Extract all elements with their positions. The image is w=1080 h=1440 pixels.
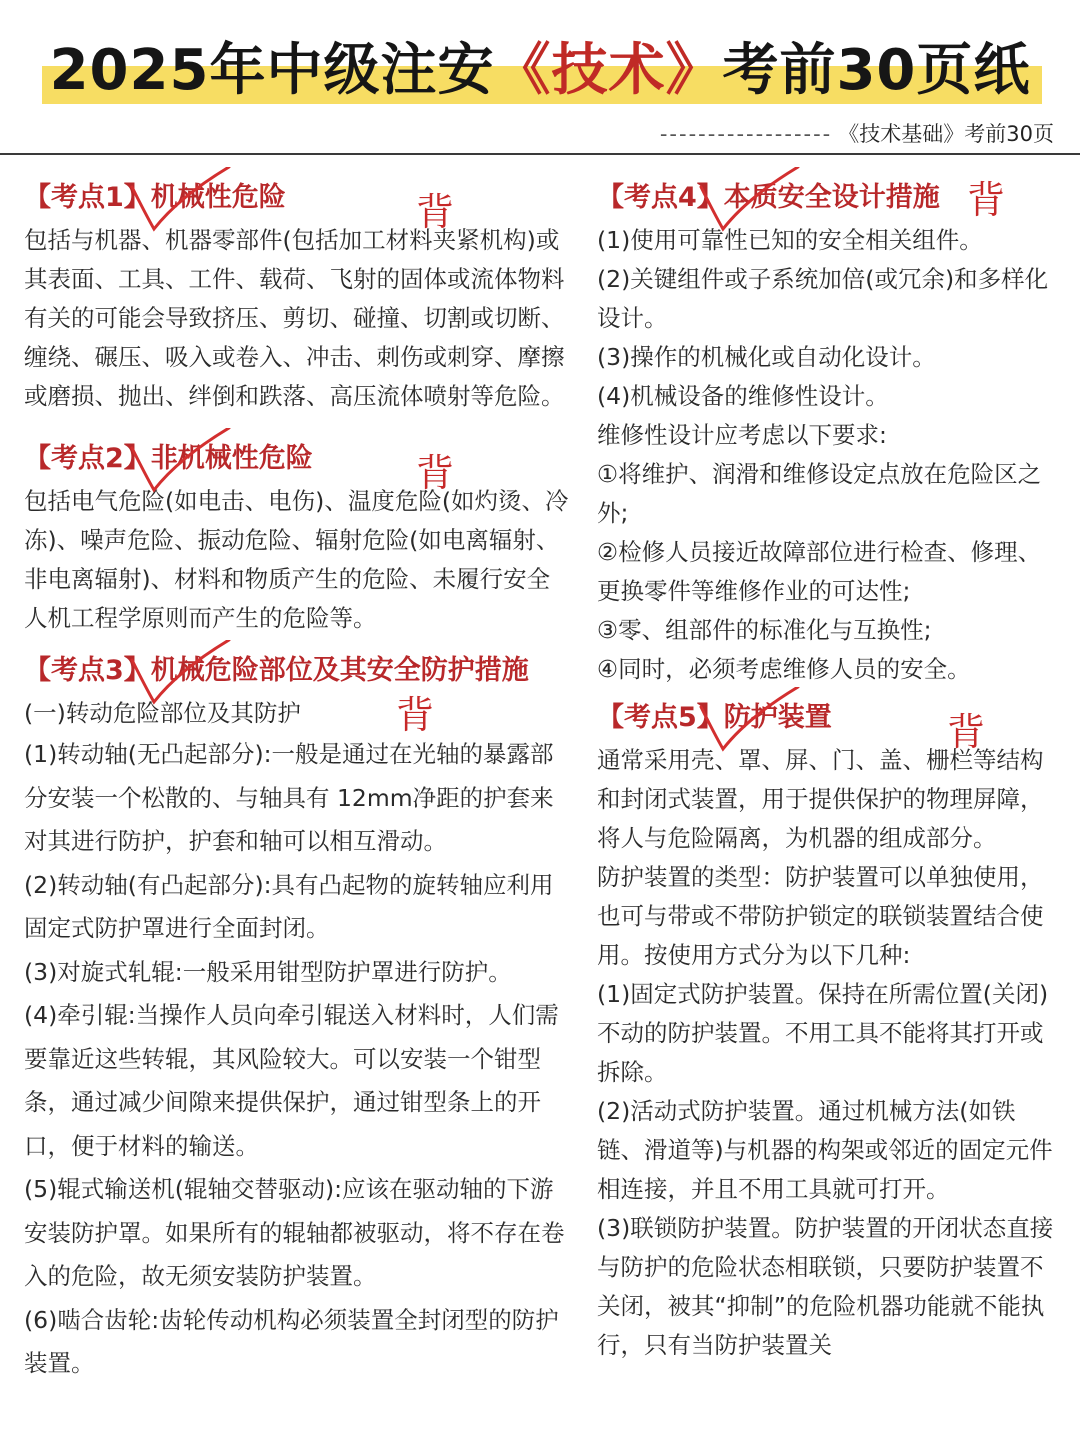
list-item: (3)操作的机械化或自动化设计。: [597, 343, 936, 371]
section-heading: 【考点5】防护装置: [597, 702, 832, 733]
list-item: (2)转动轴(有凸起部分):具有凸起物的旋转轴应利用固定式防护罩进行全面封闭。: [24, 870, 554, 942]
list-item: (4)牵引辊:当操作人员向牵引辊送入材料时，人们需要靠近这些转辊，其风险较大。可以安装一个钳型条，通过减少间隙来提供保护，通过钳型条上的开口，便于材料的输送。: [24, 1001, 559, 1160]
list-item: (3)对旋式轧辊:一般采用钳型防护罩进行防护。: [24, 957, 512, 986]
page-title: [0, 26, 1080, 106]
page-subtitle: [660, 118, 1054, 148]
subsection-title: (一)转动危险部位及其防护: [24, 699, 301, 727]
section-heading: 【考点3】机械危险部位及其安全防护措施: [24, 655, 529, 686]
section-kaodian-2: [24, 436, 570, 638]
memorize-mark: 背: [947, 710, 986, 754]
list-item: (1)使用可靠性已知的安全相关组件。: [597, 226, 983, 254]
paragraph: 防护装置的类型：防护装置可以单独使用，也可与带或不带防护锁定的联锁装置结合使用。按使用方式分为以下几种:: [597, 863, 1044, 969]
section-kaodian-3: [24, 648, 570, 1386]
section-body: 包括电气危险(如电击、电伤)、温度危险(如灼烫、冷冻)、噪声危险、振动危险、辐射危险(如电离辐射、非电离辐射)、材料和物质产生的危险、未履行安全人机工程学原则而产生的危险等。: [24, 487, 569, 632]
title-suffix: 考前30页纸: [722, 38, 1031, 103]
list-item: (5)辊式输送机(辊轴交替驱动):应该在驱动轴的下游安装防护罩。如果所有的辊轴都被驱动，将不存在卷入的危险，故无须安装防护装置。: [24, 1175, 565, 1290]
section-heading: 【考点1】机械性危险: [24, 182, 286, 213]
list-item: ②检修人员接近故障部位进行检查、修理、更换零件等维修作业的可达性;: [597, 538, 1042, 605]
list-item: (1)转动轴(无凸起部分):一般是通过在光轴的暴露部分安装一个松散的、与轴具有 12mm净距的护套来对其进行防护，护套和轴可以相互滑动。: [24, 740, 554, 855]
checkmark-icon: [124, 640, 234, 710]
list-item: (2)关键组件或子系统加倍(或冗余)和多样化设计。: [597, 265, 1049, 332]
checkmark-icon: [124, 167, 234, 237]
memorize-mark: 背: [967, 178, 1006, 222]
memorize-mark: 背: [416, 451, 455, 495]
list-item: ④同时，必须考虑维修人员的安全。: [597, 655, 971, 683]
checkmark-icon: [693, 687, 803, 757]
title-accent: 《技术》: [494, 38, 723, 103]
section-kaodian-4: [597, 175, 1057, 689]
subtitle-dashes: ------------------: [659, 122, 833, 146]
list-item: (1)固定式防护装置。保持在所需位置(关闭)不动的防护装置。不用工具不能将其打开或拆除。: [597, 980, 1049, 1086]
page-header: [0, 0, 1080, 158]
left-column: [24, 175, 570, 1386]
list-item: ③零、组部件的标准化与互换性;: [597, 616, 932, 644]
list-item: (3)联锁防护装置。防护装置的开闭状态直接与防护的危险状态相联锁，只要防护装置不关闭，被其“抑制”的危险机器功能就不能执行，只有当防护装置关: [597, 1214, 1054, 1359]
checkmark-icon: [693, 167, 803, 237]
list-item: (6)啮合齿轮:齿轮传动机构必须装置全封闭型的防护装置。: [24, 1305, 559, 1377]
subtitle-text: 《技术基础》考前30页: [838, 122, 1054, 146]
section-heading: 【考点2】非机械性危险: [24, 443, 313, 474]
header-divider: [0, 153, 1080, 155]
memorize-mark: 背: [416, 190, 455, 234]
right-column: [597, 175, 1057, 1365]
list-item: (4)机械设备的维修性设计。: [597, 382, 889, 410]
section-kaodian-5: [597, 695, 1057, 1365]
list-item: (2)活动式防护装置。通过机械方法(如铁链、滑道等)与机器的构架或邻近的固定元件相连接，并且不用工具就可打开。: [597, 1097, 1053, 1203]
title-prefix: 2025年中级注安: [49, 38, 495, 103]
section-body: 包括与机器、机器零部件(包括加工材料夹紧机构)或其表面、工具、工件、载荷、飞射的固体或流体物料有关的可能会导致挤压、剪切、碰撞、切割或切断、缠绕、碾压、吸入或卷入、冲击、刺伤或刺穿、摩擦或磨损、抛出、绊倒和跌落、高压流体喷射等危险。: [24, 226, 565, 410]
paragraph: 通常采用壳、罩、屏、门、盖、栅栏等结构和封闭式装置，用于提供保护的物理屏障，将人与危险隔离，为机器的组成部分。: [597, 746, 1044, 852]
list-item: 维修性设计应考虑以下要求:: [597, 421, 887, 449]
list-item: ①将维护、润滑和维修设定点放在危险区之外;: [597, 460, 1042, 527]
memorize-mark: 背: [396, 693, 435, 737]
section-kaodian-1: [24, 175, 570, 416]
section-heading: 【考点4】本质安全设计措施: [597, 182, 940, 213]
checkmark-icon: [124, 428, 234, 498]
